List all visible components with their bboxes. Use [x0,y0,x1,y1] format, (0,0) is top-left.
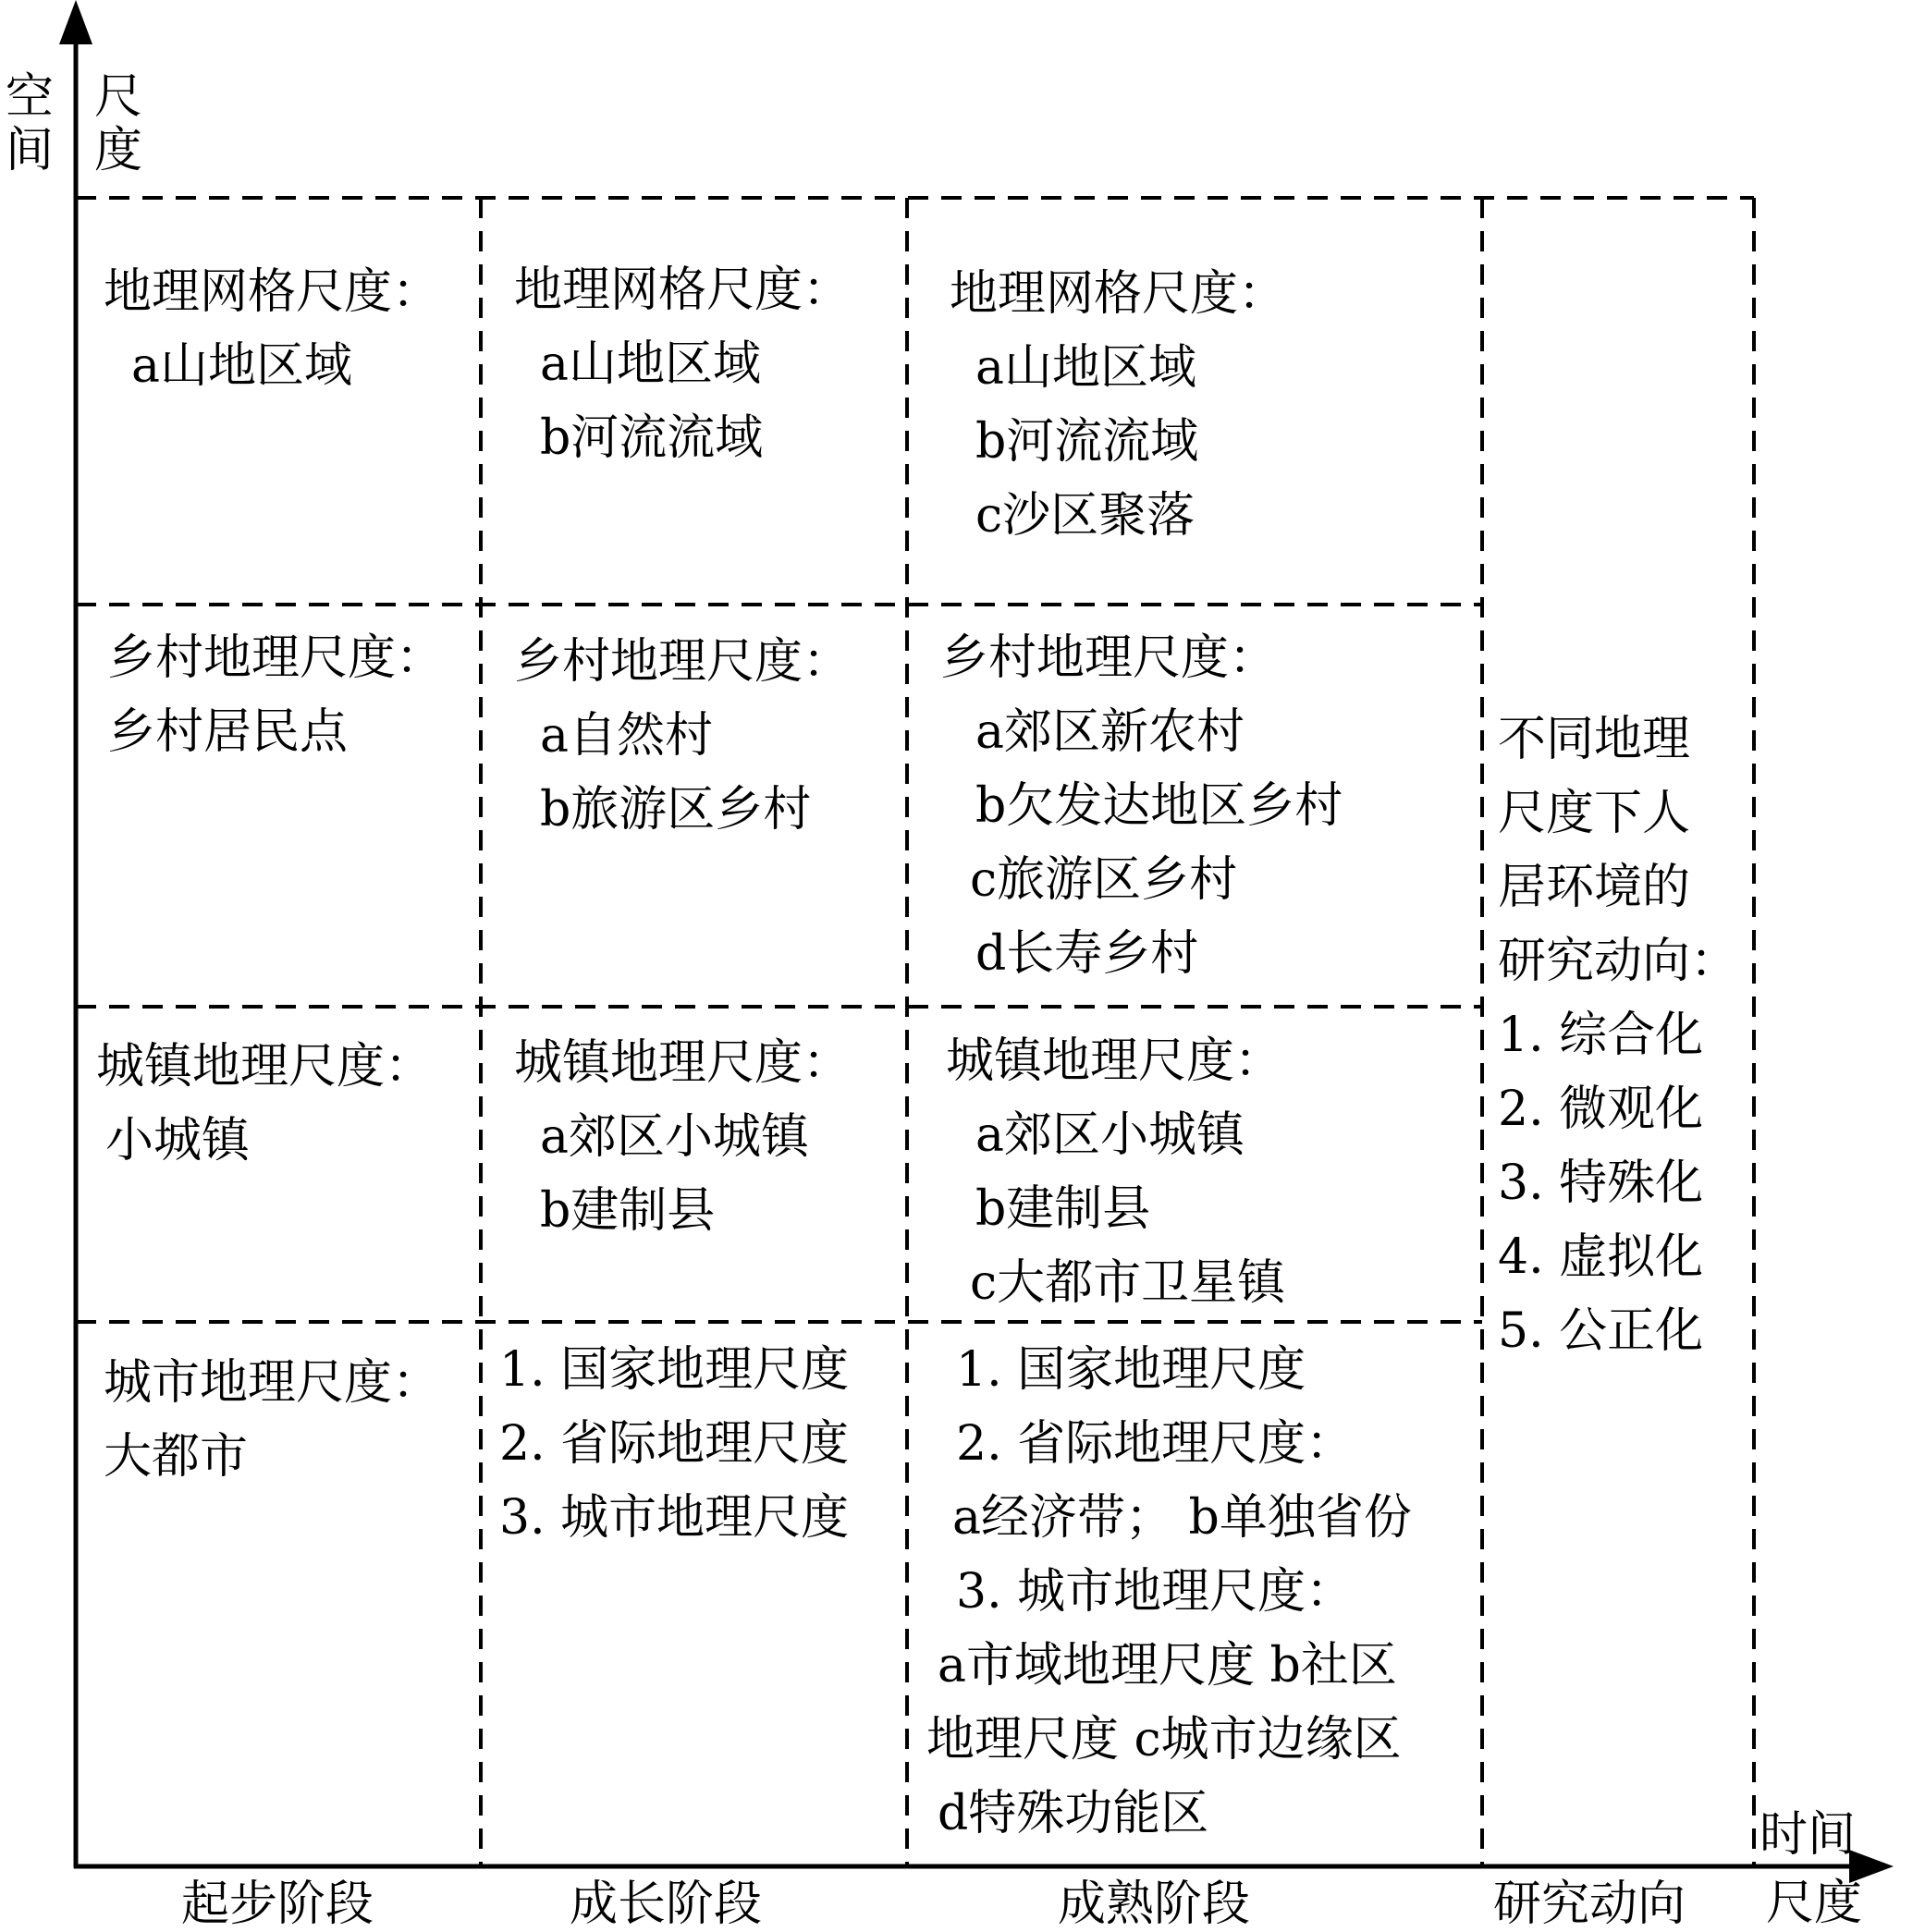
cell-town-scale-mature [946,1024,1285,1320]
cell-heading: 城镇地理尺度： [514,1035,852,1091]
cell-item: b建制县 [540,1183,716,1239]
cell-heading: 城镇地理尺度： [946,1033,1283,1089]
trend-intro: 研究动向： [1498,934,1739,989]
trend-item: 1. 综合化 [1498,1008,1704,1063]
cell-grid-scale-start [104,255,440,403]
trend-intro: 不同地理 [1498,712,1691,767]
x-axis-label-line-2: 尺度 [1766,1876,1863,1931]
y-axis-label-line-2: 尺度 [93,69,142,178]
x-axis-label-line-1: 时间 [1759,1807,1857,1863]
cell-item: a郊区小城镇 [975,1107,1245,1163]
cell-item: c大都市卫星镇 [970,1255,1286,1311]
cell-grid-scale-growth [514,253,851,475]
cell-rural-scale-mature [940,621,1343,991]
cell-item: 1. 国家地理尺度 [956,1342,1306,1398]
cell-item: d长寿乡村 [975,926,1199,982]
cell-item: b建制县 [975,1181,1151,1237]
cell-research-trends [1498,703,1738,1368]
cell-item: a山地区域 [975,340,1197,396]
cell-item: b河流流域 [975,414,1199,470]
cell-city-scale-mature [926,1333,1412,1851]
cell-item: 小城镇 [105,1113,251,1168]
cell-town-scale-growth [514,1026,851,1248]
cell-heading: 城镇地理尺度： [96,1039,434,1094]
cell-item: a市域地理尺度 b社区 [938,1638,1397,1694]
cell-item: 地理尺度 c城市边缘区 [926,1712,1402,1767]
cell-item: a郊区小城镇 [540,1109,810,1165]
trend-intro: 居环境的 [1498,860,1691,915]
column-label-trend: 研究动向 [1493,1877,1686,1932]
trend-item: 4. 虚拟化 [1498,1229,1704,1285]
cell-grid-scale-mature [950,257,1286,553]
cell-item: 2. 省际地理尺度 [499,1416,850,1472]
cell-item: c沙区聚落 [975,488,1195,544]
trend-item: 5. 公正化 [1498,1303,1704,1359]
cell-city-scale-start [104,1346,440,1494]
cell-item: 1. 国家地理尺度 [499,1342,850,1398]
cell-item: a自然村 [540,708,714,764]
cell-town-scale-start [96,1030,433,1178]
cell-item: 大都市 [104,1429,249,1485]
cell-item: a山地区域 [131,338,353,394]
cell-heading: 地理网格尺度： [104,264,441,320]
cell-item: b旅游区乡村 [540,782,812,838]
cell-item: a郊区新农村 [975,704,1245,760]
cell-item: a经济带； b单独省份 [952,1490,1412,1546]
cell-item: 3. 城市地理尺度： [956,1564,1355,1620]
cell-item: d特殊功能区 [938,1786,1209,1841]
cell-rural-scale-growth [514,625,851,847]
trend-item: 2. 微观化 [1498,1082,1704,1137]
cell-city-scale-growth [499,1333,849,1555]
cell-item: a山地区域 [540,336,762,392]
cell-heading: 乡村地理尺度： [940,630,1278,686]
y-axis-arrowhead [59,0,92,44]
cell-heading: 乡村地理尺度： [107,630,445,686]
column-label-growth: 成长阶段 [570,1877,763,1932]
y-axis-label-line-1: 空间 [5,69,54,178]
cell-rural-scale-start [107,621,444,769]
cell-item: 3. 城市地理尺度 [499,1490,850,1546]
trend-item: 3. 特殊化 [1498,1156,1704,1211]
cell-item: b河流流域 [540,410,764,466]
column-label-start: 起步阶段 [181,1877,374,1932]
trend-intro: 尺度下人 [1498,786,1691,841]
cell-item: b欠发达地区乡村 [975,778,1343,834]
cell-heading: 城市地理尺度： [104,1355,441,1411]
cell-heading: 地理网格尺度： [950,266,1287,322]
column-label-mature: 成熟阶段 [1058,1877,1251,1932]
cell-heading: 乡村地理尺度： [514,634,852,690]
cell-item: 2. 省际地理尺度： [956,1416,1355,1472]
cell-item: c旅游区乡村 [970,852,1238,908]
cell-heading: 地理网格尺度： [514,263,852,318]
cell-item: 乡村居民点 [107,704,349,760]
